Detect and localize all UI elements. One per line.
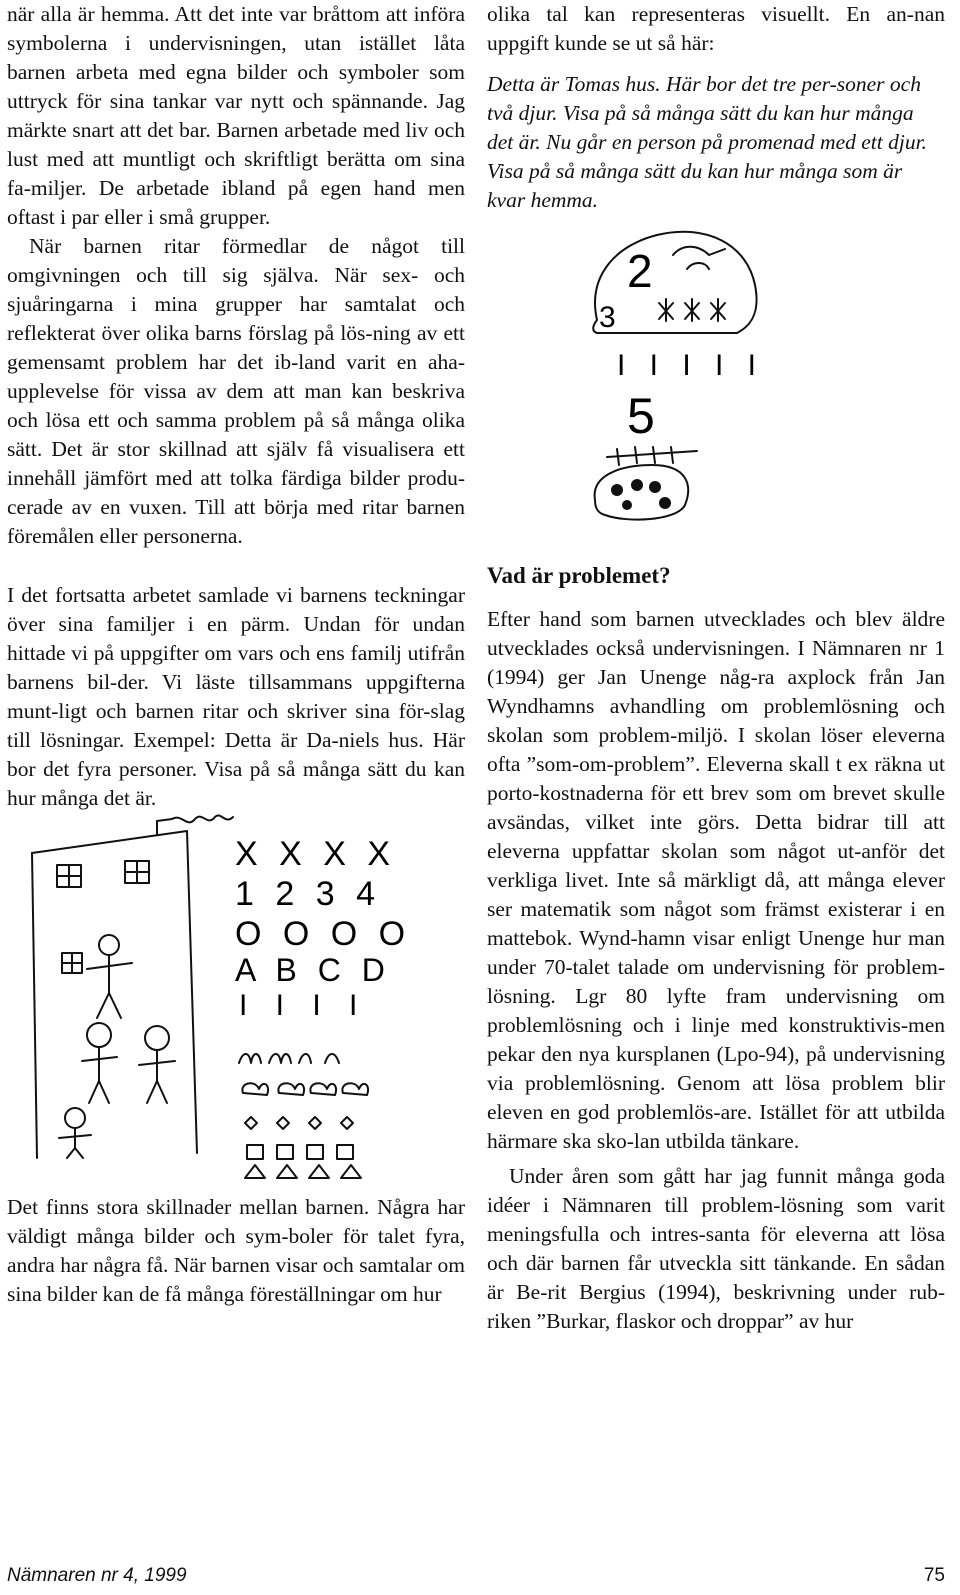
right-paragraph-2: Efter hand som barnen utvecklades och blev äldre utvecklades också undervisningen. I Nämnaren nr 1 (1994) ger Jan Unenge någ-ra axplock från Jan Wyndhamns avhandling om problemlösning och skolan som problem-miljö. I skolan löser eleverna ofta ”som-om-problem”. Eleverna skall t ex räkna ut porto-kostnaderna för ett brev som om brevet skulle avsändas, vilket inte görs. Detta bidrar till att eleverna uppfattar skolan som något ut-anför det verkliga livet. Inte så märkligt då, att många elever ser matematik som något som främst existerar i en mattebok. Wynd-hamn visar enligt Unenge hur man under 70-talet talade om undervisning för problem-lösning. Lgr 80 lyfte fram undervisning om problemlösning och i linje med konstruktivis-men pekar den nya kursplanen (Lpo-94), på undervisning via problemlösning. Genom att lösa problem blir eleven en god problemlös-are. Istället för att utbilda härmare ska sko-lan utbilda tänkare. <box>487 607 945 1153</box>
dot-icon <box>649 481 661 493</box>
right-column <box>487 0 945 1336</box>
page-number: 75 <box>923 1565 945 1586</box>
publication-name: Nämnaren nr 4, 1999 <box>7 1565 187 1586</box>
person-icon <box>139 1026 175 1103</box>
person-icon <box>659 299 673 321</box>
doodle-row-flowers <box>245 1117 353 1129</box>
person-icon <box>59 1108 91 1158</box>
window-icon <box>62 953 82 973</box>
symbol-row-letters: A B C D <box>235 952 391 988</box>
left-paragraph-2: När barnen ritar förmedlar de något till omgivningen och till sig själva. När sex- och sjuåringarna i mina grupper har samtalat och reflekterat över olika barns förslag på lös-ning av ett gemensamt problem har det ib-land varit en aha-upplevelse för vissa av dem att man kan beskriva och lösa ett och samma problem på så många olika sätt. Det är stor skillnad att själv få visualisera ett innehåll jämfört med att tolka färdiga bilder produ-cerade av en vuxen. Till att börja med ritar barnen föremålen eller personerna. <box>7 234 465 548</box>
person-icon <box>685 299 699 321</box>
symbol-row-crosses: X X X X <box>235 835 397 873</box>
chimney-smoke <box>157 815 233 835</box>
right-paragraph-1: olika tal kan representeras visuellt. En an-nan uppgift kunde se ut så här: <box>487 2 945 55</box>
dot-icon <box>622 500 632 510</box>
dot-icon <box>611 484 623 496</box>
left-paragraph-1: när alla är hemma. Att det inte var bråttom att införa symbolerna i undervisningen, utan istället låta barnen arbeta med egna bilder och symboler som uttryck för sina tankar var nytt och spännande. Jag märkte snart att det bar. Barnen arbetade med liv och lust med att muntligt och skriftligt berätta om sina fa-miljer. De arbetade ibland på egen hand men oftast i par eller i små grupper. <box>7 2 465 229</box>
person-icon <box>87 935 132 1018</box>
tally-marks: I I I I I <box>617 349 765 382</box>
doodle-row-m <box>239 1054 339 1063</box>
dot-icon <box>631 479 643 491</box>
doodle-row-animals <box>242 1083 368 1095</box>
paragraph-gap <box>7 551 465 581</box>
house-outline <box>593 232 756 333</box>
daniels-house-drawing <box>7 813 465 1193</box>
left-paragraph-3: I det fortsatta arbetet samlade vi barnens teckningar över sina familjer i en pärm. Undan för undan hittade vi på uppgifter om vars och ens familj utifrån barnens bil-der. Vi läste tillsammans uppgifterna munt-ligt och barnen ritar och skriver sina för-slag till lösningar. Exempel: Detta är Da-niels hus. Här bor det fyra personer. Visa på så många sätt du kan hur många det är. <box>7 583 465 810</box>
section-heading: Vad är problemet? <box>487 563 671 588</box>
digit-five: 5 <box>627 388 655 444</box>
window-icon <box>125 861 149 883</box>
left-column <box>7 0 465 1309</box>
tomas-house-drawing <box>487 215 945 565</box>
symbol-row-numbers: 1 2 3 4 <box>235 875 381 913</box>
dot-icon <box>659 497 671 509</box>
person-icon <box>82 1023 117 1103</box>
digit-two: 2 <box>627 245 653 297</box>
left-paragraph-4: Det finns stora skillnader mellan barnen. Några har väldigt många bilder och sym-boler för talet fyra, andra har några få. När barnen visar och samtalar om sina bilder kan de få många föreställningar om hur <box>7 1195 465 1306</box>
circle-group <box>595 465 689 520</box>
symbol-row-tally: I I I I <box>239 989 368 1022</box>
right-paragraph-3: Under åren som gått har jag funnit många goda idéer i Nämnaren till problem-lösning som varit meningsfulla och intres-santa för eleverna att lösa och där barnen får utveckla sitt tänkande. En sådan är Be-rit Bergius (1994), beskrivning under rub-riken ”Burkar, flaskor och droppar” av hur <box>487 1164 945 1333</box>
person-icon <box>711 299 725 321</box>
animal-icon <box>673 247 725 269</box>
task-description: Detta är Tomas hus. Här bor det tre per-soner och två djur. Visa på så många sätt du kan hur många det är. Nu går en person på promenad med ett djur. Visa på så många sätt du kan hur många som är kvar hemma. <box>487 72 927 212</box>
digit-three: 3 <box>599 301 616 334</box>
doodle-row-squares <box>247 1145 353 1159</box>
page-footer <box>7 1565 947 1593</box>
window-icon <box>57 865 81 887</box>
symbol-row-circles: O O O O <box>235 915 412 953</box>
doodle-row-triangles <box>245 1165 361 1178</box>
crossed-tally <box>607 447 697 465</box>
